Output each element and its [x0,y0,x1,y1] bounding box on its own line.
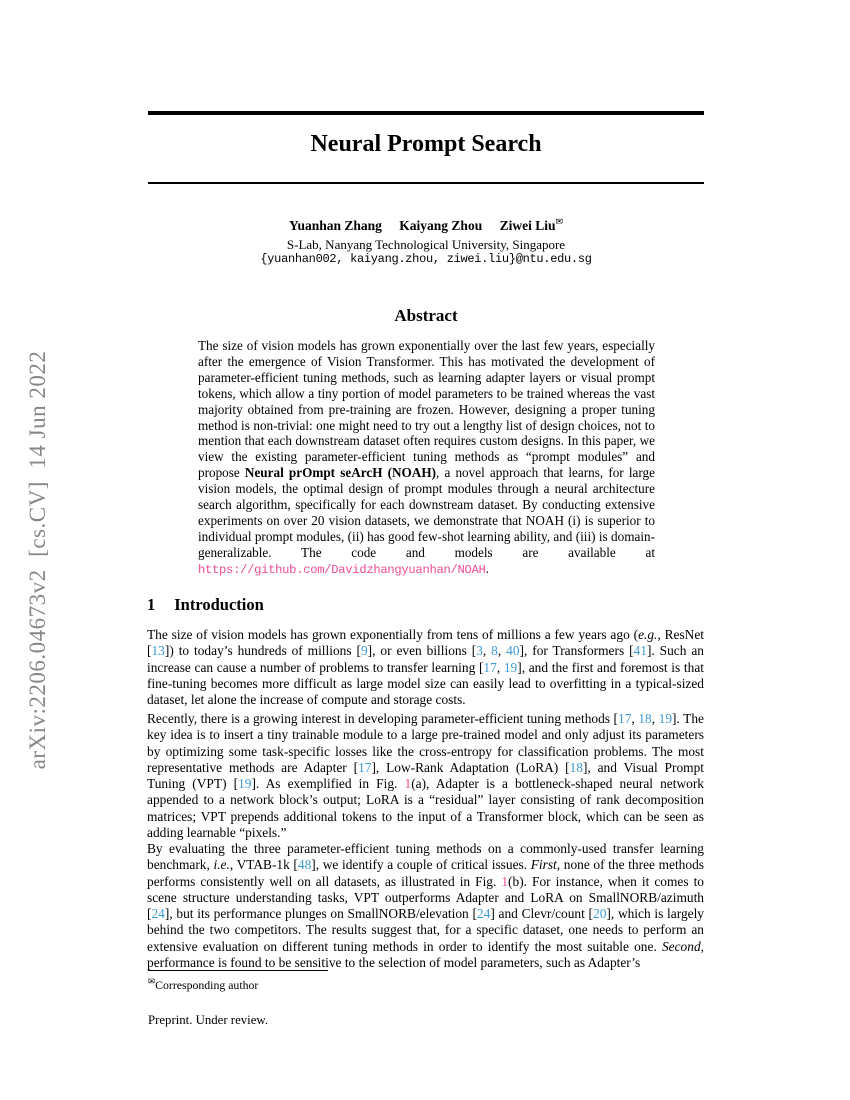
citation-link[interactable]: 41 [633,643,647,659]
citation-link[interactable]: 17 [358,759,372,775]
text-segment: , [496,659,504,675]
citation-link[interactable]: 19 [658,711,673,726]
text-segment: ], which is largely behind the two competitors. The results suggest that, for a specific dataset, one needs to perform an extensive evaluation on different tuning methods in order to identify the most suitable one. [147,906,704,954]
intro-paragraph-3 [147,841,704,971]
corresponding-author-envelope-icon: ✉ [555,216,564,226]
text-segment: , [482,643,492,659]
affiliation: S-Lab, Nanyang Technological University, Singapore [286,237,566,252]
text-segment: Recently, there is a growing interest in developing parameter-efficient tuning methods [ [147,711,619,726]
citation-link[interactable]: 17 [483,659,497,675]
citation-link[interactable]: 13 [151,643,165,659]
abstract-heading: Abstract [394,306,458,325]
text-segment: , [651,711,659,726]
text-segment: ], or even billions [ [367,643,477,659]
text-segment: (b). For instance, when it comes to scene structure understanding tasks, VPT outperforms Adapter and LoRA on SmallNORB/azimuth [ [147,873,704,922]
author-emails: {yuanhan002, kaiyang.zhou, ziwei.liu}@ntu.edu.sg [260,252,592,266]
citation-link[interactable]: 24 [151,906,165,922]
author-name: Kaiyang Zhou [399,217,483,233]
text-segment: , performance is found to be sensitive to the selection of model parameters, such as Adapter’s [147,938,704,971]
figure-ref-link[interactable]: 1 [404,776,412,792]
text-segment: , [497,643,507,659]
text-segment: ]. As exemplified in Fig. [251,776,405,792]
footnote-rule [148,970,328,971]
citation-link[interactable]: 40 [506,643,520,659]
text-segment: ], and Visual Prompt Tuning (VPT) [ [147,759,704,792]
text-segment: ], Low-Rank Adaptation (LoRA) [ [371,759,570,775]
citation-link[interactable]: 18 [569,759,583,775]
text-segment: i.e. [213,857,230,873]
text-segment: The size of vision models has grown exponentially from tens of millions a few years ago ( [147,627,639,642]
intro-paragraph-1 [147,627,704,708]
footnote-text: Corresponding author [155,977,259,992]
citation-link[interactable]: 20 [593,906,607,922]
text-segment: ], but its performance plunges on SmallNORB/elevation [ [164,906,477,922]
text-segment: , VTAB-1k [ [229,857,298,873]
author-list [148,216,704,234]
text-segment: ] and Clevr/count [ [490,906,594,922]
text-segment: ], and the first and foremost is that fine-tuning becomes more difficult as large model size can easily lead to overfitting in a typical-sized dataset, let alone the increase of compute and storage costs. [147,659,704,708]
author-name: Ziwei Liu✉ [499,216,564,233]
header-rule-top [148,111,704,115]
text-segment: The size of vision models has grown exponentially over the last few years, especially after the emergence of Vision Transformer. This has motivated the development of parameter-efficient tuning methods, such as learning adapter layers or visual prompt tokens, which allow a tiny portion of model parameters to be trained whereas the vast majority obtained from pre-training are frozen. However, designing a proper tuning method is non-trivial: one might need to try out a lengthy list of design choices, not to mention that each downstream dataset often requires custom designs. In this paper, we view the existing parameter-efficient tuning methods as “prompt modules” and propose [198,338,655,481]
abstract-body [198,338,655,579]
text-segment: Second [661,938,701,954]
text-segment: (a), Adapter is a bottleneck-shaped neural network appended to a network block’s output; LoRA is a “residual” layer consisting of rank decomposition matrices; VPT prepends additional tokens to the input of a Transformer block, which can be seen as adding learnable “pixels.” [147,776,704,841]
intro-paragraph-2 [147,711,704,841]
text-segment: ], for Transformers [ [519,643,634,659]
header-rule-bottom [148,182,704,184]
preprint-notice: Preprint. Under review. [148,1013,268,1027]
citation-link[interactable]: 19 [238,776,252,792]
citation-link[interactable]: 17 [618,711,632,726]
citation-link[interactable]: 3 [476,643,483,659]
text-segment: ]) to today’s hundreds of millions [ [164,643,361,659]
text-segment: ]. Such an increase can cause a number of problems to transfer learning [ [147,643,704,675]
citation-link[interactable]: 18 [638,711,652,726]
paper-title: Neural Prompt Search [310,131,542,157]
url-link[interactable]: https://github.com/Davidzhangyuanhan/NOAH [198,562,486,577]
arxiv-watermark: arXiv:2206.04673v2 [cs.CV] 14 Jun 2022 [25,350,50,770]
text-segment: First [530,857,557,873]
text-segment: . [485,560,489,576]
text-segment: , none of the three methods performs consistently well on all datasets, as illustrated in Fig. [147,857,704,889]
citation-link[interactable]: 24 [476,906,491,922]
text-segment: , a novel approach that learns, for large vision models, the optimal design of prompt modules through a neural architecture search algorithm, specifically for each downstream dataset. By conducting extensive experiments on over 20 vision datasets, we demonstrate that NOAH (i) is superior to individual prompt modules, (ii) has good few-shot learning ability, and (iii) is domain-generalizable. The code and models are available at [198,465,655,560]
section-number: 1 [147,595,156,614]
envelope-icon: ✉ [148,976,156,986]
citation-link[interactable]: 48 [297,857,312,873]
citation-link[interactable]: 19 [503,659,518,675]
text-segment: e.g. [638,627,658,642]
text-segment: ], we identify a couple of critical issues. [311,857,531,873]
text-segment: By evaluating the three parameter-efficient tuning methods on a commonly-used transfer learning benchmark, [147,841,704,873]
text-segment: , [631,711,639,726]
citation-link[interactable]: 9 [360,643,368,659]
text-segment: , ResNet [ [147,627,704,659]
corresponding-author-footnote [148,976,704,993]
text-segment: Neural prOmpt seArcH (NOAH) [244,465,436,481]
section-heading-introduction [147,595,264,615]
citation-link[interactable]: 8 [491,643,498,659]
text-segment: ]. The key idea is to insert a tiny trainable module to a large pre-trained model and only adjust its parameters by optimizing some task-specific losses like the cross-entropy for classification problems. The most representative methods are Adapter [ [147,711,704,775]
author-name: Yuanhan Zhang [288,217,382,233]
section-title: Introduction [174,595,264,614]
figure-ref-link[interactable]: 1 [501,873,509,889]
